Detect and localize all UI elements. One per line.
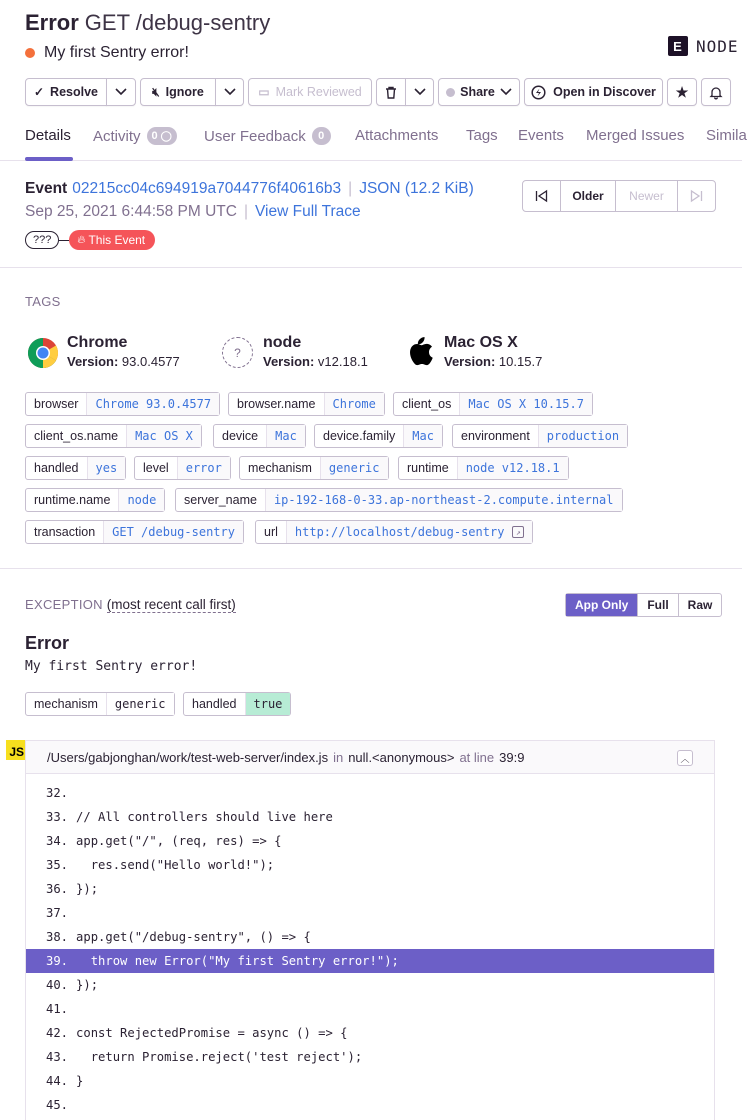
tag-pill[interactable] — [239, 456, 389, 480]
stacktrace-view-toggle — [565, 593, 722, 617]
apple-icon — [405, 335, 434, 367]
line-code: }); — [76, 882, 99, 896]
this-event-label: This Event — [88, 233, 146, 247]
tag-value[interactable]: node — [119, 489, 164, 511]
chevron-up-icon: ︿ — [680, 753, 690, 764]
tab-details[interactable] — [25, 127, 71, 144]
share-status-dot-icon — [446, 88, 455, 97]
tag-value[interactable]: yes — [88, 457, 126, 479]
tag-key: url — [256, 521, 287, 543]
tag-value[interactable]: generic — [321, 457, 388, 479]
external-link-icon[interactable]: ↗ — [512, 526, 524, 538]
tag-pill[interactable] — [25, 424, 202, 448]
code-line — [26, 1021, 714, 1045]
context-name: node — [263, 334, 302, 351]
tab-similar-label: Simila — [706, 127, 747, 144]
tag-pill[interactable] — [228, 392, 385, 416]
line-code: app.get("/debug-sentry", () => { — [76, 930, 311, 944]
section-divider — [0, 568, 742, 569]
tag-pill[interactable] — [175, 488, 623, 512]
issue-type: Error — [25, 10, 79, 35]
code-line — [26, 1045, 714, 1069]
tab-details-label: Details — [25, 127, 71, 144]
frame-filename: /Users/gabjonghan/work/test-web-server/index.js — [47, 749, 329, 765]
line-code: app.get("/", (req, res) => { — [76, 834, 282, 848]
event-id-line — [25, 180, 474, 198]
tag-key: browser.name — [229, 393, 325, 415]
event-label: Event — [25, 180, 68, 197]
mark-reviewed-label: Mark Reviewed — [275, 85, 362, 99]
tag-value[interactable]: Mac OS X — [127, 425, 201, 447]
event-date: Sep 25, 2021 6:44:58 PM UTC — [25, 203, 237, 220]
code-line — [26, 997, 714, 1021]
javascript-platform-icon: JS — [6, 740, 26, 760]
code-context — [26, 781, 714, 1117]
tag-key: device.family — [315, 425, 404, 447]
chevron-down-icon — [115, 88, 127, 96]
issue-title — [25, 10, 270, 36]
issue-route: GET /debug-sentry — [84, 10, 271, 35]
tab-tags[interactable] — [466, 127, 498, 144]
chrome-icon — [27, 337, 59, 369]
chevron-down-icon — [500, 88, 512, 96]
context-os-text — [444, 334, 542, 369]
tab-merged-issues-label: Merged Issues — [586, 127, 685, 144]
context-version — [263, 354, 368, 369]
section-divider — [0, 267, 742, 268]
line-number: 40. — [46, 978, 69, 992]
skip-last-icon — [690, 190, 703, 202]
line-number: 38. — [46, 930, 69, 944]
tag-key: device — [214, 425, 267, 447]
tag-pill[interactable] — [452, 424, 628, 448]
mechanism-pill[interactable] — [25, 692, 175, 716]
tag-value[interactable]: Chrome — [325, 393, 384, 415]
resolve-label: Resolve — [50, 85, 98, 99]
divider: | — [348, 180, 353, 197]
tag-value[interactable]: Mac — [404, 425, 442, 447]
frame-at-line-label: at line — [459, 749, 495, 765]
code-line — [26, 901, 714, 925]
tag-key: mechanism — [26, 693, 107, 715]
chevron-down-icon — [224, 88, 236, 96]
inbox-icon: ▭ — [258, 85, 270, 99]
code-line — [26, 781, 714, 805]
unknown-runtime-icon: ? — [222, 337, 253, 368]
tag-value[interactable]: node v12.18.1 — [458, 457, 568, 479]
ignore-label: Ignore — [165, 85, 204, 99]
last-event-button[interactable] — [678, 181, 715, 211]
code-line — [26, 853, 714, 877]
line-number: 33. — [46, 810, 69, 824]
tag-pill[interactable] — [213, 424, 306, 448]
tab-attachments[interactable] — [355, 127, 438, 144]
context-name: Mac OS X — [444, 334, 518, 351]
open-in-discover-button[interactable] — [524, 78, 663, 106]
tag-pill[interactable] — [314, 424, 443, 448]
older-event-button[interactable]: Older — [561, 181, 616, 211]
event-navigation — [522, 180, 716, 212]
exception-heading — [25, 597, 236, 612]
tab-similar[interactable] — [706, 127, 747, 144]
activity-count-badge — [147, 127, 177, 145]
divider: | — [243, 203, 248, 220]
version-value: 10.15.7 — [498, 354, 543, 369]
bookmark-button[interactable] — [667, 78, 697, 106]
context-version — [67, 354, 180, 369]
tag-value[interactable]: GET /debug-sentry — [104, 521, 243, 543]
tab-tags-label: Tags — [466, 127, 498, 144]
raw-toggle[interactable]: Raw — [687, 598, 713, 612]
share-button[interactable] — [438, 78, 520, 106]
line-code: const RejectedPromise = async () => { — [76, 1026, 348, 1040]
activity-count: 0 — [151, 130, 158, 142]
ignore-dropdown-button[interactable] — [215, 78, 244, 106]
context-version — [444, 354, 542, 369]
code-line — [26, 829, 714, 853]
level-error-dot-icon — [25, 48, 35, 58]
line-code: return Promise.reject('test reject'); — [76, 1050, 363, 1064]
tab-merged-issues[interactable] — [586, 127, 684, 144]
exception-subheading: (most recent call first) — [106, 597, 236, 612]
line-number: 44. — [46, 1074, 69, 1088]
mark-reviewed-button[interactable] — [248, 78, 372, 106]
exception-type: Error — [25, 633, 70, 653]
tab-activity-label: Activity — [93, 127, 141, 145]
tag-key: level — [135, 457, 178, 479]
version-label: Version: — [67, 354, 119, 369]
context-browser-text — [67, 334, 180, 369]
line-number: 45. — [46, 1098, 69, 1112]
issue-tabs — [0, 118, 747, 161]
event-date-line — [25, 203, 361, 221]
issue-message — [25, 44, 189, 62]
tag-key: transaction — [26, 521, 104, 543]
event-trace-pills — [25, 230, 155, 250]
tab-events[interactable] — [518, 127, 564, 144]
line-code: throw new Error("My first Sentry error!"); — [76, 954, 399, 968]
tag-pill[interactable] — [25, 456, 126, 480]
tags-heading: TAGS — [25, 294, 61, 309]
tab-user-feedback[interactable] — [204, 127, 331, 145]
stack-frame-header[interactable] — [26, 741, 714, 774]
code-line-active — [26, 949, 714, 973]
open-in-discover-label: Open in Discover — [553, 85, 656, 99]
tag-value-text: http://localhost/debug-sentry — [294, 525, 505, 539]
line-number: 36. — [46, 882, 69, 896]
tag-value[interactable]: Mac — [267, 425, 305, 447]
line-number: 35. — [46, 858, 69, 872]
check-icon: ✓ — [33, 85, 45, 99]
collapse-frame-button[interactable] — [677, 750, 693, 766]
line-number: 43. — [46, 1050, 69, 1064]
skip-first-icon — [535, 190, 548, 202]
node-platform-icon: E — [668, 36, 688, 56]
comment-icon: ◯ — [160, 130, 172, 142]
subscribe-button[interactable] — [701, 78, 731, 106]
context-browser — [27, 334, 180, 369]
platform-label: NODE — [696, 36, 739, 56]
full-toggle[interactable]: Full — [638, 594, 678, 616]
tag-value[interactable]: Chrome 93.0.4577 — [87, 393, 219, 415]
code-line — [26, 925, 714, 949]
mute-icon: 🔇︎ — [152, 84, 160, 99]
tab-attachments-label: Attachments — [355, 127, 439, 144]
stack-frame — [25, 740, 715, 1120]
tag-key: mechanism — [240, 457, 321, 479]
line-number: 34. — [46, 834, 69, 848]
frame-function: null.<anonymous> — [348, 749, 455, 765]
this-event-pill — [69, 230, 155, 250]
line-number: 37. — [46, 906, 69, 920]
tag-key: runtime.name — [26, 489, 119, 511]
context-os — [405, 334, 542, 369]
trace-connector — [59, 240, 69, 241]
tag-pill[interactable] — [393, 392, 593, 416]
exception-heading-label: EXCEPTION — [25, 597, 103, 612]
view-full-trace-link[interactable]: View Full Trace — [255, 203, 361, 220]
ignore-button[interactable] — [140, 78, 216, 106]
context-runtime-text — [263, 334, 368, 369]
json-link[interactable]: JSON (12.2 KiB) — [359, 180, 474, 197]
bell-icon — [710, 86, 722, 99]
newer-event-button[interactable]: Newer — [616, 181, 678, 211]
tag-value[interactable]: Mac OS X 10.15.7 — [460, 393, 592, 415]
line-number: 39. — [46, 954, 69, 968]
code-line — [26, 805, 714, 829]
first-event-button[interactable] — [523, 181, 561, 211]
tag-value[interactable]: error — [178, 457, 230, 479]
line-code: // All controllers should live here — [76, 810, 333, 824]
tag-key: browser — [26, 393, 87, 415]
platform-badge — [668, 36, 739, 56]
tag-value[interactable] — [287, 521, 533, 543]
handled-pill[interactable] — [183, 692, 291, 716]
fire-icon: 🔥︎ — [77, 233, 86, 246]
app-only-toggle[interactable]: App Only — [566, 594, 638, 616]
code-line — [26, 1069, 714, 1093]
tag-key: runtime — [399, 457, 458, 479]
active-tab-indicator — [25, 157, 73, 161]
delete-dropdown-button[interactable] — [405, 78, 434, 106]
line-code: }); — [76, 978, 99, 992]
tag-pill[interactable] — [25, 392, 220, 416]
tag-value[interactable]: generic — [107, 693, 174, 715]
version-label: Version: — [444, 354, 496, 369]
chevron-down-icon — [414, 88, 426, 96]
line-number: 32. — [46, 786, 69, 800]
code-line — [26, 877, 714, 901]
tag-key: server_name — [176, 489, 266, 511]
share-label: Share — [460, 85, 495, 99]
tag-key: client_os — [394, 393, 460, 415]
line-number: 41. — [46, 1002, 69, 1016]
tag-pill[interactable] — [25, 488, 165, 512]
tag-pill[interactable] — [255, 520, 533, 544]
context-name: Chrome — [67, 334, 128, 351]
tag-key: handled — [26, 457, 88, 479]
version-value: 93.0.4577 — [121, 354, 180, 369]
frame-lineno: 39:9 — [499, 749, 525, 765]
line-code: } — [76, 1074, 84, 1088]
resolve-button[interactable] — [25, 78, 107, 106]
tag-key: environment — [453, 425, 539, 447]
code-line — [26, 1093, 714, 1117]
discover-icon — [531, 85, 546, 100]
delete-button[interactable] — [376, 78, 406, 106]
exception-value: My first Sentry error! — [25, 659, 198, 674]
feedback-count-badge: 0 — [312, 127, 331, 145]
tag-value[interactable]: production — [539, 425, 627, 447]
trash-icon — [385, 86, 397, 99]
version-label: Version: — [263, 354, 315, 369]
line-code: res.send("Hello world!"); — [76, 858, 275, 872]
tag-value[interactable]: ip-192-168-0-33.ap-northeast-2.compute.internal — [266, 489, 622, 511]
frame-in-label: in — [333, 749, 344, 765]
tab-activity[interactable] — [93, 127, 177, 145]
tag-pill[interactable] — [25, 520, 244, 544]
star-icon: ★ — [675, 83, 689, 100]
event-id-link[interactable]: 02215cc04c694919a7044776f40616b3 — [72, 180, 342, 197]
tag-key: client_os.name — [26, 425, 127, 447]
context-runtime — [222, 334, 368, 369]
tab-events-label: Events — [518, 127, 564, 144]
tab-user-feedback-label: User Feedback — [204, 127, 306, 145]
resolve-dropdown-button[interactable] — [106, 78, 136, 106]
version-value: v12.18.1 — [317, 354, 368, 369]
tag-key: handled — [184, 693, 246, 715]
tag-pill[interactable] — [398, 456, 569, 480]
line-number: 42. — [46, 1026, 69, 1040]
issue-message-text: My first Sentry error! — [44, 44, 189, 61]
tag-pill[interactable] — [134, 456, 231, 480]
code-line — [26, 973, 714, 997]
unknown-transaction-pill[interactable]: ??? — [25, 231, 59, 249]
tag-value[interactable]: true — [246, 693, 291, 715]
